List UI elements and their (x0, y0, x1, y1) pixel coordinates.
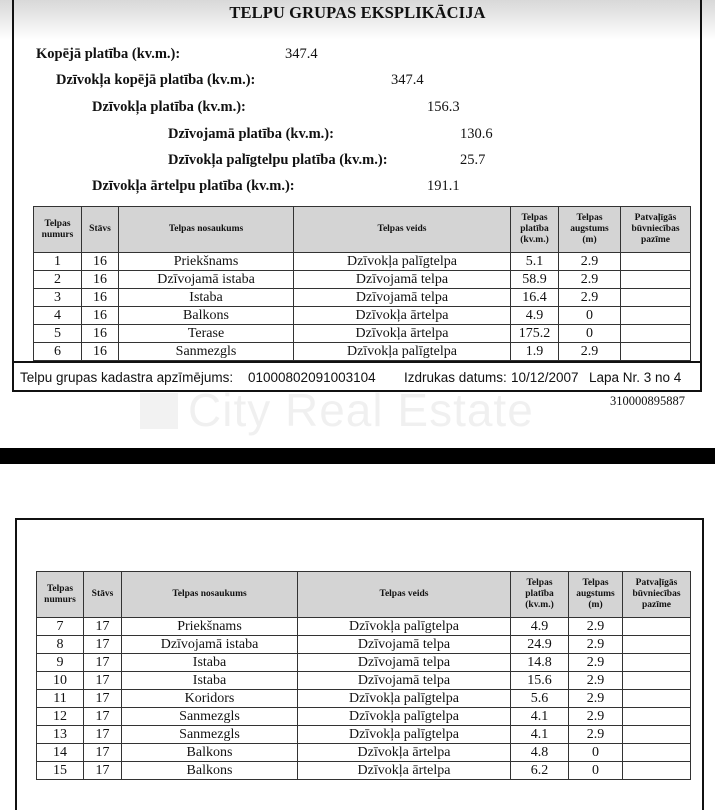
cell-room-type: Dzīvokļa ārtelpa (294, 307, 511, 325)
cell-room-area: 5.1 (511, 253, 559, 271)
cell-room-height: 2.9 (569, 672, 623, 690)
cell-floor: 17 (84, 762, 122, 780)
cell-room-area: 14.8 (511, 654, 569, 672)
cell-unauthorized-construction (623, 726, 691, 744)
table-header-row (37, 572, 691, 618)
cell-floor: 16 (82, 289, 119, 307)
summary-value-auxiliary-area: 25.7 (460, 152, 486, 168)
cell-room-number: 15 (37, 762, 84, 780)
table-row (37, 708, 691, 726)
cell-room-type: Dzīvojamā telpa (298, 654, 511, 672)
cell-room-area: 16.4 (511, 289, 559, 307)
cell-room-height: 0 (559, 307, 621, 325)
table-row (37, 618, 691, 636)
header-room-area: Telpas platība (kv.m.) (511, 572, 569, 618)
header-room-height: Telpas augstums (m) (569, 572, 623, 618)
summary-label-outdoor-area: Dzīvokļa ārtelpu platība (kv.m.): (92, 178, 295, 194)
header-room-number: Telpas numurs (34, 207, 82, 253)
cell-room-height: 2.9 (559, 271, 621, 289)
cell-unauthorized-construction (621, 289, 691, 307)
table-row (34, 289, 691, 307)
summary-label-total: Kopējā platība (kv.m.): (36, 46, 181, 62)
cell-room-area: 1.9 (511, 343, 559, 361)
cell-room-name: Dzīvojamā istaba (122, 636, 298, 654)
summary-value-outdoor-area: 191.1 (427, 178, 460, 194)
cell-room-height: 2.9 (559, 289, 621, 307)
cell-floor: 16 (82, 307, 119, 325)
cell-room-area: 4.9 (511, 618, 569, 636)
cell-room-type: Dzīvojamā telpa (298, 636, 511, 654)
cell-unauthorized-construction (621, 271, 691, 289)
summary-label-apartment-area: Dzīvokļa platība (kv.m.): (92, 99, 246, 115)
document-title: TELPU GRUPAS EKSPLIKĀCIJA (229, 3, 486, 22)
cell-room-height: 2.9 (569, 708, 623, 726)
summary-label-auxiliary-area: Dzīvokļa palīgtelpu platība (kv.m.): (168, 152, 388, 168)
header-unauthorized-construction: Patvaļīgās būvniecības pazīme (623, 572, 691, 618)
cell-room-number: 5 (34, 325, 82, 343)
summary-value-apartment-total: 347.4 (391, 72, 424, 88)
cell-room-area: 4.8 (511, 744, 569, 762)
table-row (34, 271, 691, 289)
cell-room-type: Dzīvokļa palīgtelpa (298, 690, 511, 708)
watermark-text: City Real Estate (188, 384, 534, 436)
rooms-table-floor-17 (36, 571, 691, 780)
cell-room-area: 4.1 (511, 708, 569, 726)
cell-room-number: 11 (37, 690, 84, 708)
watermark-logo-icon (140, 393, 178, 429)
document-number: 310000895887 (610, 394, 685, 408)
table-row (37, 762, 691, 780)
cell-room-number: 14 (37, 744, 84, 762)
table-row (37, 690, 691, 708)
table-row (37, 636, 691, 654)
cell-room-type: Dzīvokļa palīgtelpa (298, 726, 511, 744)
cell-room-height: 2.9 (559, 253, 621, 271)
summary-label-apartment-total: Dzīvokļa kopējā platība (kv.m.): (56, 72, 256, 88)
header-floor: Stāvs (84, 572, 122, 618)
header-room-area: Telpas platība (kv.m.) (511, 207, 559, 253)
cell-floor: 16 (82, 271, 119, 289)
cell-room-name: Priekšnams (122, 618, 298, 636)
cell-unauthorized-construction (623, 744, 691, 762)
cell-room-name: Istaba (119, 289, 294, 307)
cell-room-number: 13 (37, 726, 84, 744)
rooms-table-floor-16 (33, 206, 691, 361)
cell-floor: 17 (84, 744, 122, 762)
print-date-value: 10/12/2007 (511, 370, 579, 385)
cell-room-type: Dzīvokļa ārtelpa (298, 762, 511, 780)
header-room-type: Telpas veids (294, 207, 511, 253)
cell-room-type: Dzīvokļa palīgtelpa (298, 618, 511, 636)
cell-room-height: 0 (569, 744, 623, 762)
cell-floor: 16 (82, 343, 119, 361)
cell-room-height: 2.9 (569, 726, 623, 744)
cell-room-area: 5.6 (511, 690, 569, 708)
cell-room-name: Koridors (122, 690, 298, 708)
page-number: Lapa Nr. 3 no 4 (589, 370, 682, 385)
cell-room-type: Dzīvokļa ārtelpa (298, 744, 511, 762)
cell-room-name: Sanmezgls (122, 726, 298, 744)
cell-unauthorized-construction (621, 253, 691, 271)
table-row (37, 744, 691, 762)
cell-room-area: 24.9 (511, 636, 569, 654)
cell-unauthorized-construction (623, 618, 691, 636)
cell-floor: 17 (84, 654, 122, 672)
summary-label-living-area: Dzīvojamā platība (kv.m.): (168, 126, 334, 142)
table-row (37, 726, 691, 744)
table-row (34, 343, 691, 361)
cell-room-type: Dzīvojamā telpa (294, 271, 511, 289)
table-row (37, 654, 691, 672)
summary-value-apartment-area: 156.3 (427, 99, 460, 115)
cell-unauthorized-construction (623, 708, 691, 726)
cell-unauthorized-construction (621, 325, 691, 343)
cadastral-label: Telpu grupas kadastra apzīmējums: (20, 370, 234, 385)
cell-room-area: 15.6 (511, 672, 569, 690)
cell-room-name: Istaba (122, 654, 298, 672)
cell-room-name: Dzīvojamā istaba (119, 271, 294, 289)
header-room-name: Telpas nosaukums (119, 207, 294, 253)
cell-room-height: 0 (559, 325, 621, 343)
cell-room-area: 4.9 (511, 307, 559, 325)
header-unauthorized-construction: Patvaļīgās būvniecības pazīme (621, 207, 691, 253)
cell-floor: 17 (84, 726, 122, 744)
cell-floor: 16 (82, 325, 119, 343)
cell-room-number: 4 (34, 307, 82, 325)
cell-room-number: 6 (34, 343, 82, 361)
cell-floor: 17 (84, 708, 122, 726)
cell-room-type: Dzīvojamā telpa (298, 672, 511, 690)
print-date-label: Izdrukas datums: (404, 370, 507, 385)
cell-room-number: 9 (37, 654, 84, 672)
table-row (34, 253, 691, 271)
cell-unauthorized-construction (621, 343, 691, 361)
cell-room-number: 7 (37, 618, 84, 636)
table-row (34, 307, 691, 325)
cell-room-area: 175.2 (511, 325, 559, 343)
cell-room-type: Dzīvokļa palīgtelpa (294, 253, 511, 271)
cell-room-name: Istaba (122, 672, 298, 690)
cell-room-name: Sanmezgls (119, 343, 294, 361)
cell-unauthorized-construction (621, 307, 691, 325)
cell-floor: 17 (84, 690, 122, 708)
header-room-name: Telpas nosaukums (122, 572, 298, 618)
cell-room-type: Dzīvokļa palīgtelpa (298, 708, 511, 726)
cell-room-number: 8 (37, 636, 84, 654)
cell-room-name: Balkons (122, 744, 298, 762)
cell-floor: 16 (82, 253, 119, 271)
cell-room-number: 3 (34, 289, 82, 307)
cell-room-name: Sanmezgls (122, 708, 298, 726)
cell-room-type: Dzīvojamā telpa (294, 289, 511, 307)
summary-value-living-area: 130.6 (460, 126, 493, 142)
header-floor: Stāvs (82, 207, 119, 253)
cell-room-area: 4.1 (511, 726, 569, 744)
cell-room-number: 12 (37, 708, 84, 726)
cell-room-height: 2.9 (569, 654, 623, 672)
cell-room-height: 2.9 (569, 636, 623, 654)
cell-room-area: 6.2 (511, 762, 569, 780)
cell-room-type: Dzīvokļa ārtelpa (294, 325, 511, 343)
cell-room-area: 58.9 (511, 271, 559, 289)
cell-room-number: 1 (34, 253, 82, 271)
cell-room-type: Dzīvokļa palīgtelpa (294, 343, 511, 361)
cell-unauthorized-construction (623, 654, 691, 672)
cell-room-height: 2.9 (569, 690, 623, 708)
cell-room-name: Balkons (122, 762, 298, 780)
cell-unauthorized-construction (623, 636, 691, 654)
cell-unauthorized-construction (623, 690, 691, 708)
header-room-type: Telpas veids (298, 572, 511, 618)
header-room-height: Telpas augstums (m) (559, 207, 621, 253)
cell-room-height: 0 (569, 762, 623, 780)
cell-unauthorized-construction (623, 762, 691, 780)
cell-room-name: Priekšnams (119, 253, 294, 271)
cell-floor: 17 (84, 618, 122, 636)
cell-room-height: 2.9 (569, 618, 623, 636)
page-separator (0, 448, 715, 464)
header-room-number: Telpas numurs (37, 572, 84, 618)
cell-room-number: 10 (37, 672, 84, 690)
cell-room-name: Terase (119, 325, 294, 343)
cell-room-number: 2 (34, 271, 82, 289)
cell-floor: 17 (84, 636, 122, 654)
cell-room-name: Balkons (119, 307, 294, 325)
summary-value-total: 347.4 (285, 46, 318, 62)
cell-unauthorized-construction (623, 672, 691, 690)
cell-room-height: 2.9 (559, 343, 621, 361)
table-header-row (34, 207, 691, 253)
table-row (34, 325, 691, 343)
cell-floor: 17 (84, 672, 122, 690)
table-row (37, 672, 691, 690)
cadastral-number: 01000802091003104 (248, 370, 376, 385)
